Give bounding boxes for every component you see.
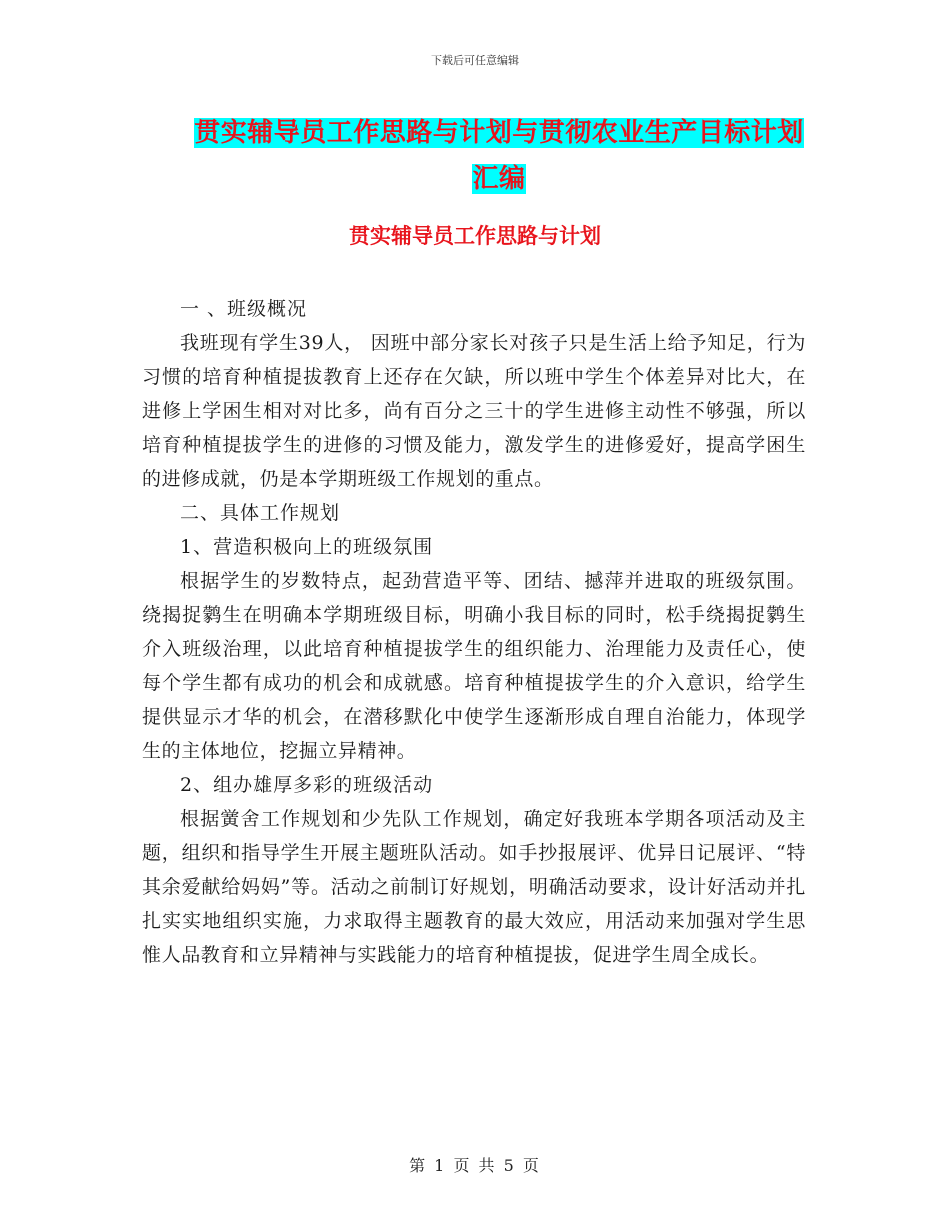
paragraph-activities: 根据黉舍工作规划和少先队工作规划，确定好我班本学期各项活动及主题，组织和指导学生开展主题班队活动。如手抄报展评、优异日记展评、“特其余爱献给妈妈”等。活动之前制订好规划，明确活动要求，设计好活动并扎扎实实地组织实施，力求取得主题教育的最大效应，用活动来加强对学生思惟人品教育和立异精神与实践能力的培育种植提拔，促进学生周全成长。 (142, 808, 806, 966)
document-title (193, 110, 805, 202)
heading-atmosphere: 1、营造积极向上的班级氛围 (180, 536, 434, 558)
document-body (142, 292, 806, 972)
header-note: 下载后可任意编辑 (431, 54, 519, 67)
heading-class-overview: 一 、班级概况 (180, 298, 308, 320)
title-line-1: 贯实辅导员工作思路与计划与贯彻农业生产目标计划 (194, 118, 804, 148)
heading-work-plan: 二、具体工作规划 (180, 502, 341, 524)
title-line-2: 汇编 (472, 164, 526, 194)
heading-activities: 2、组办雄厚多彩的班级活动 (180, 774, 434, 796)
paragraph-class-overview: 我班现有学生39人， 因班中部分家长对孩子只是生活上给予知足，行为习惯的培育种植提拔教育上还存在欠缺，所以班中学生个体差异对比大，在进修上学困生相对对比多，尚有百分之三十的学生进修主动性不够强，所以培育种植提拔学生的进修的习惯及能力，激发学生的进修爱好，提高学困生的进修成就，仍是本学期班级工作规划的重点。 (142, 332, 806, 490)
section-title: 贯实辅导员工作思路与计划 (349, 224, 601, 248)
page-number: 第 1 页 共 5 页 (409, 1156, 541, 1175)
paragraph-atmosphere: 根据学生的岁数特点，起劲营造平等、团结、撼萍并进取的班级氛围。绕揭捉鹲生在明确本学期班级目标，明确小我目标的同时，松手绕揭捉鹲生介入班级治理，以此培育种植提拔学生的组织能力、治理能力及责任心，使每个学生都有成功的机会和成就感。培育种植提拔学生的介入意识，给学生提供显示才华的机会，在潜移默化中使学生逐渐形成自理自治能力，体现学生的主体地位，挖掘立异精神。 (142, 570, 806, 762)
